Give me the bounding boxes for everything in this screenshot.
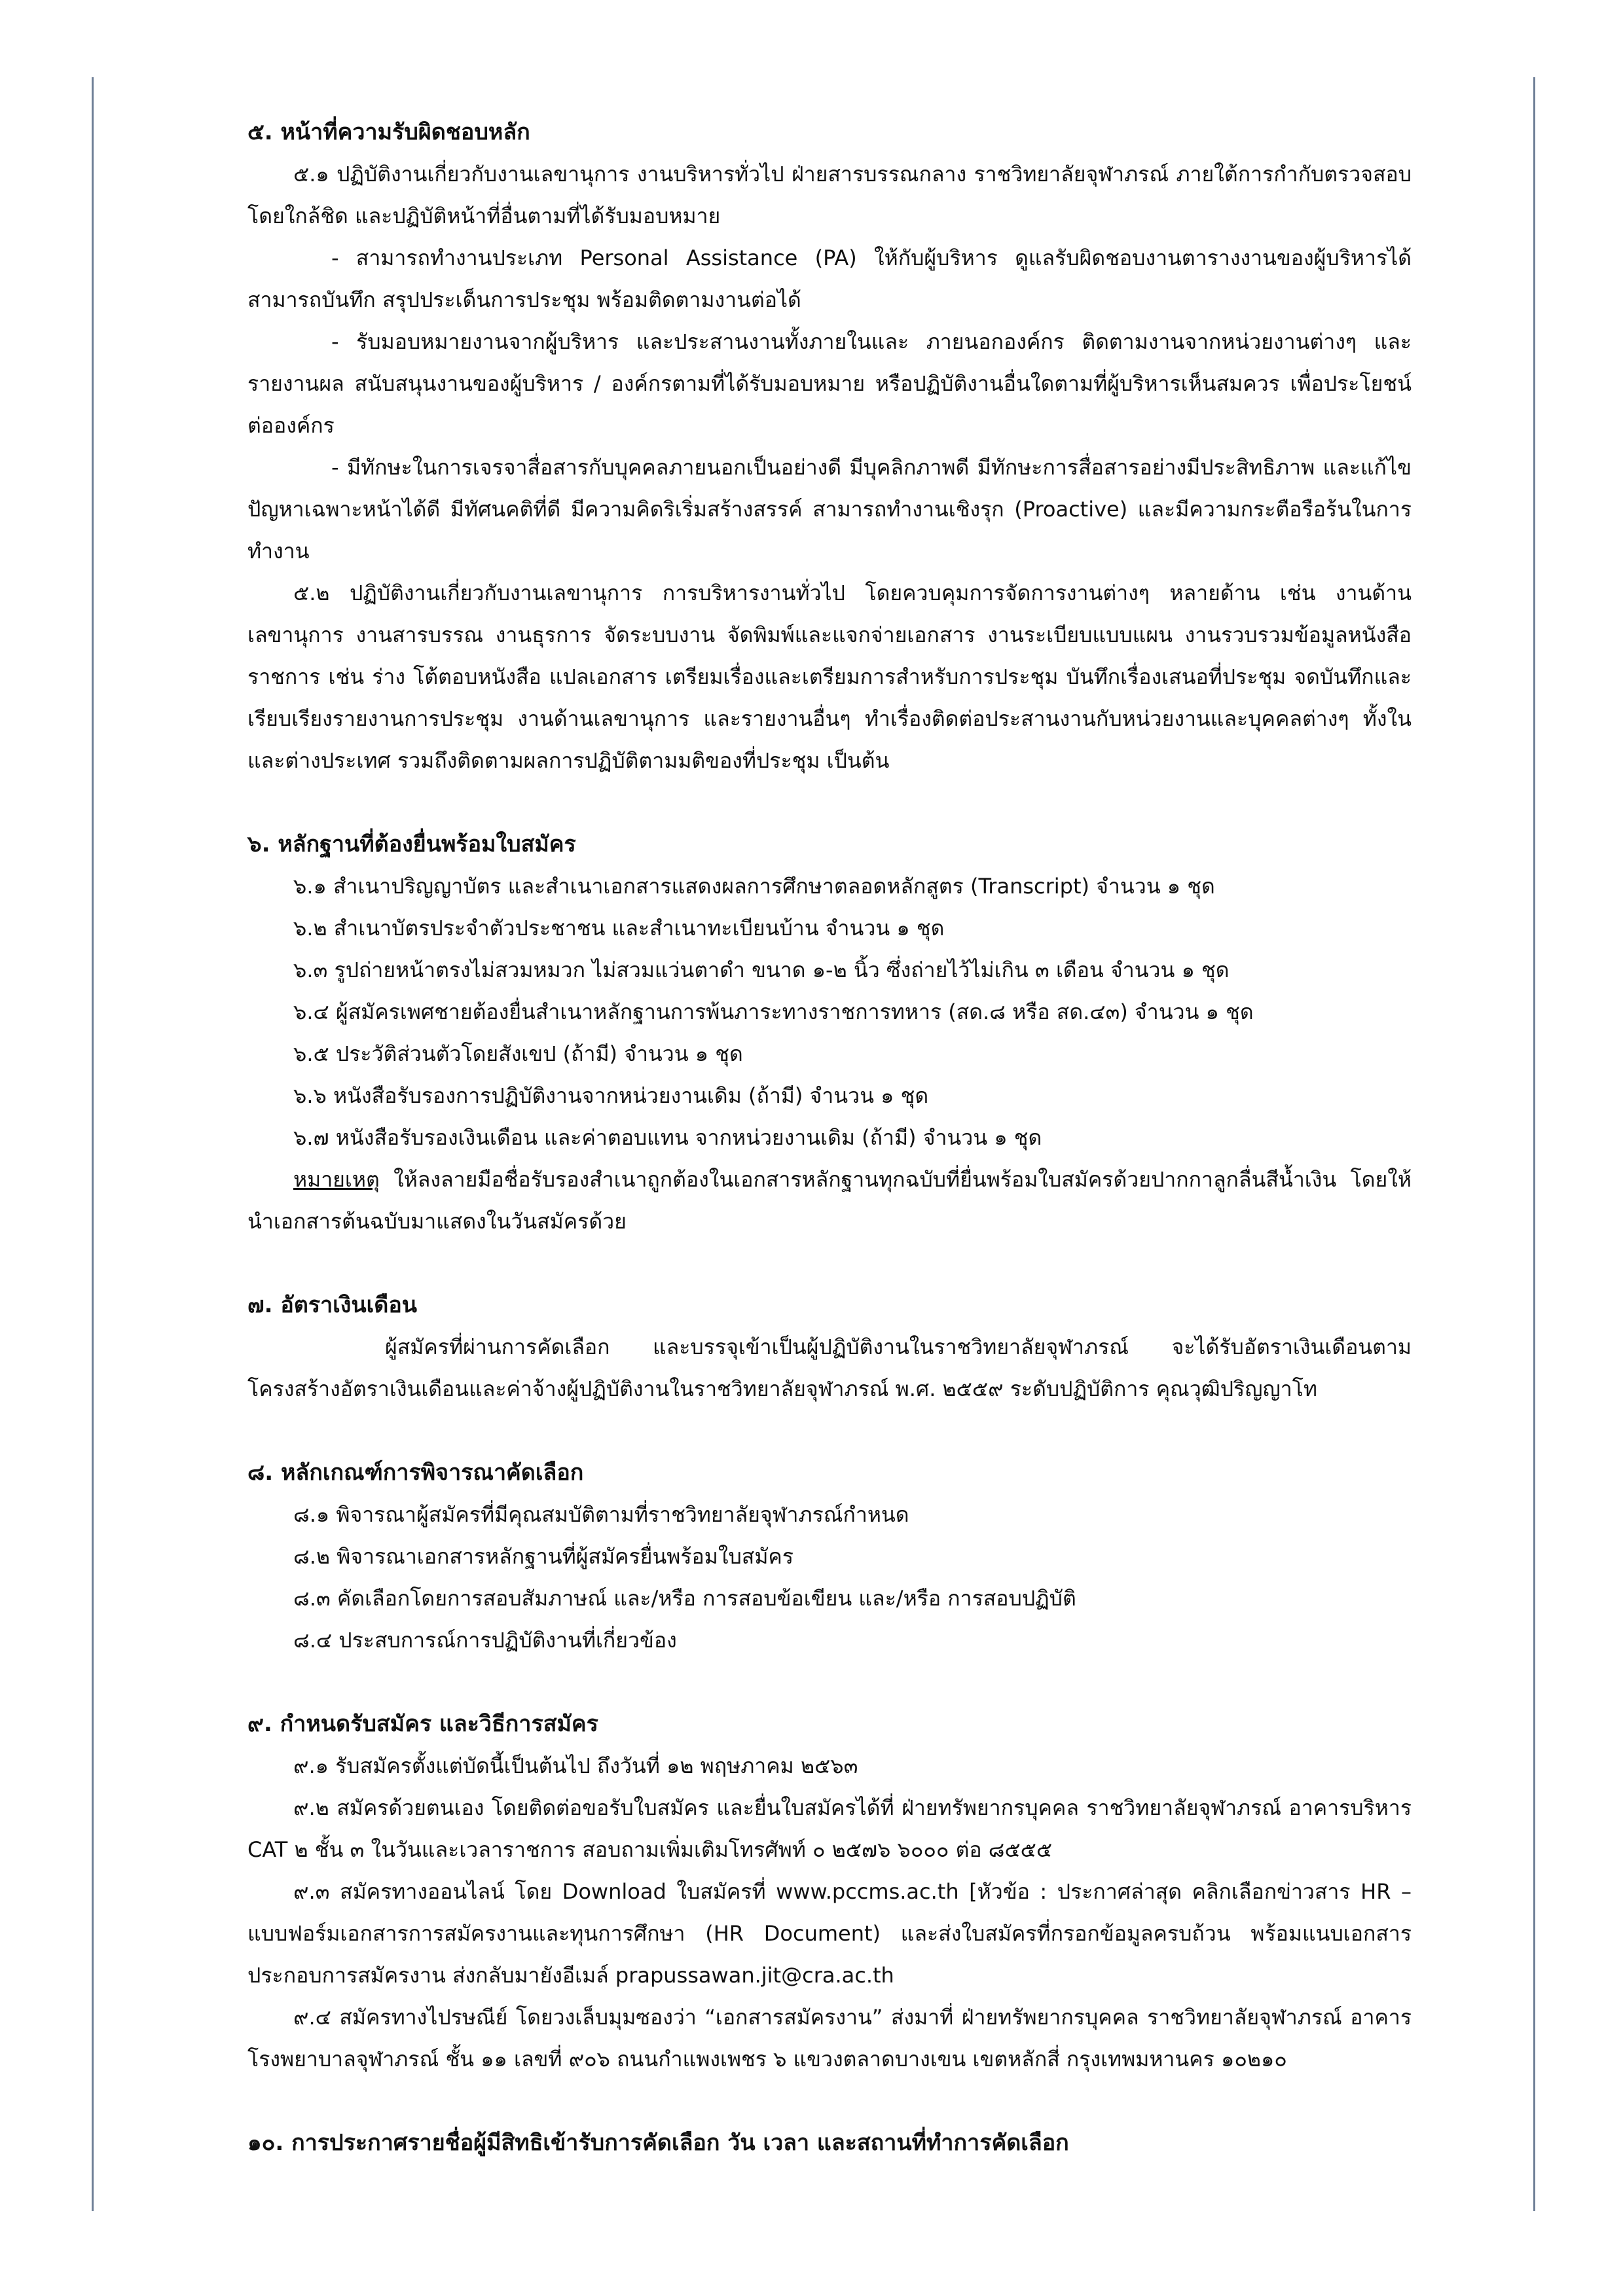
section-6-item: ๖.๒ สำเนาบัตรประจำตัวประชาชน และสำเนาทะเบียนบ้าน จำนวน ๑ ชุด [293, 916, 945, 941]
section-5-title: ๕. หน้าที่ความรับผิดชอบหลัก [247, 119, 530, 145]
section-5-1-bullet-3: - มีทักษะในการเจรจาสื่อสารกับบุคคลภายนอกเป็นอย่างดี มีบุคลิกภาพดี มีทักษะการสื่อสารอย่างมีประสิทธิภาพ และแก้ไขปัญหาเฉพาะหน้าได้ดี มีทัศนคติที่ดี มีความคิดริเริ่มสร้างสรรค์ สามารถทำงานเชิงรุก (Proactive) และมีความกระตือรือร้นในการทำงาน [247, 455, 1412, 564]
section-6-item: ๖.๖ หนังสือรับรองการปฏิบัติงานจากหน่วยงานเดิม (ถ้ามี) จำนวน ๑ ชุด [293, 1083, 929, 1108]
section-6-item: ๖.๑ สำเนาปริญญาบัตร และสำเนาเอกสารแสดงผลการศึกษาตลอดหลักสูตร (Transcript) จำนวน ๑ ชุด [293, 874, 1215, 899]
section-10-title: ๑๐. การประกาศรายชื่อผู้มีสิทธิเข้ารับการคัดเลือก วัน เวลา และสถานที่ทำการคัดเลือก [247, 2130, 1069, 2156]
section-9-4-paragraph: ๙.๔ สมัครทางไปรษณีย์ โดยวงเล็บมุมซองว่า “เอกสารสมัครงาน” ส่งมาที่ ฝ่ายทรัพยากรบุคคล ราชวิทยาลัยจุฬาภรณ์ อาคารโรงพยาบาลจุฬาภรณ์ ชั้น ๑๑ เลขที่ ๙๐๖ ถนนกำแพงเพชร ๖ แขวงตลาดบางเขน เขตหลักสี่ กรุงเทพมหานคร ๑๐๒๑๐ [247, 2005, 1412, 2072]
section-5-1-bullet-1: - สามารถทำงานประเภท Personal Assistance (PA) ให้กับผู้บริหาร ดูแลรับผิดชอบงานตารางงานของผู้บริหารได้ สามารถบันทึก สรุปประเด็นการประชุม พร้อมติดตามงานต่อได้ [247, 245, 1412, 312]
section-9 [247, 1703, 1412, 2080]
section-8-item: ๘.๓ คัดเลือกโดยการสอบสัมภาษณ์ และ/หรือ การสอบข้อเขียน และ/หรือ การสอบปฏิบัติ [293, 1586, 1076, 1611]
section-spacer [247, 781, 1412, 823]
section-spacer [247, 1410, 1412, 1452]
section-10 [247, 2122, 1412, 2164]
note-label: หมายเหตุ [293, 1167, 380, 1192]
section-6-item: ๖.๓ รูปถ่ายหน้าตรงไม่สวมหมวก ไม่สวมแว่นตาดำ ขนาด ๑-๒ นิ้ว ซึ่งถ่ายไว้ไม่เกิน ๓ เดือน จำนวน ๑ ชุด [293, 958, 1230, 982]
left-margin-line [92, 77, 94, 2211]
section-6-item: ๖.๕ ประวัติส่วนตัวโดยสังเขป (ถ้ามี) จำนวน ๑ ชุด [293, 1041, 743, 1066]
section-8 [247, 1452, 1412, 1661]
section-spacer [247, 1661, 1412, 1703]
section-6 [247, 823, 1412, 1242]
section-spacer [247, 2080, 1412, 2122]
section-9-3-paragraph: ๙.๓ สมัครทางออนไลน์ โดย Download ใบสมัครที่ www.pccms.ac.th [หัวข้อ : ประกาศล่าสุด คลิกเลือกข่าวสาร HR – แบบฟอร์มเอกสารการสมัครงานและทุนการศึกษา (HR Document) และส่งใบสมัครที่กรอกข้อมูลครบถ้วน พร้อมแนบเอกสารประกอบการสมัครงาน ส่งกลับมายังอีเมล์ prapussawan.jit@cra.ac.th [247, 1879, 1412, 1988]
section-5 [247, 111, 1412, 781]
section-8-item: ๘.๑ พิจารณาผู้สมัครที่มีคุณสมบัติตามที่ราชวิทยาลัยจุฬาภรณ์กำหนด [293, 1502, 909, 1527]
section-5-1-bullet-2: - รับมอบหมายงานจากผู้บริหาร และประสานงานทั้งภายในและ ภายนอกองค์กร ติดตามงานจากหน่วยงานต่างๆ และรายงานผล สนับสนุนงานของผู้บริหาร / องค์กรตามที่ได้รับมอบหมาย หรือปฏิบัติงานอื่นใดตามที่ผู้บริหารเห็นสมควร เพื่อประโยชน์ต่อองค์กร [247, 329, 1412, 438]
note-text: ให้ลงลายมือชื่อรับรองสำเนาถูกต้องในเอกสารหลักฐานทุกฉบับที่ยื่นพร้อมใบสมัครด้วยปากกาลูกลื่นสีน้ำเงิน โดยให้นำเอกสารต้นฉบับมาแสดงในวันสมัครด้วย [247, 1167, 1412, 1234]
section-9-title: ๙. กำหนดรับสมัคร และวิธีการสมัคร [247, 1711, 598, 1737]
section-8-item: ๘.๔ ประสบการณ์การปฏิบัติงานที่เกี่ยวข้อง [293, 1628, 677, 1653]
section-spacer [247, 1242, 1412, 1284]
right-margin-line [1533, 77, 1535, 2211]
section-7-title: ๗. อัตราเงินเดือน [247, 1292, 418, 1318]
section-9-1-paragraph: ๙.๑ รับสมัครตั้งแต่บัดนี้เป็นต้นไป ถึงวันที่ ๑๒ พฤษภาคม ๒๕๖๓ [293, 1753, 858, 1778]
section-7-paragraph: ผู้สมัครที่ผ่านการคัดเลือก และบรรจุเข้าเป็นผู้ปฏิบัติงานในราชวิทยาลัยจุฬาภรณ์ จะได้รับอัตราเงินเดือนตามโครงสร้างอัตราเงินเดือนและค่าจ้างผู้ปฏิบัติงานในราชวิทยาลัยจุฬาภรณ์ พ.ศ. ๒๕๕๙ ระดับปฏิบัติการ คุณวุฒิปริญญาโท [247, 1335, 1412, 1401]
section-7 [247, 1284, 1412, 1410]
section-8-item: ๘.๒ พิจารณาเอกสารหลักฐานที่ผู้สมัครยื่นพร้อมใบสมัคร [293, 1544, 794, 1569]
section-5-2-paragraph: ๕.๒ ปฏิบัติงานเกี่ยวกับงานเลขานุการ การบริหารงานทั่วไป โดยควบคุมการจัดการงานต่างๆ หลายด้าน เช่น งานด้านเลขานุการ งานสารบรรณ งานธุรการ จัดระบบงาน จัดพิมพ์และแจกจ่ายเอกสาร งานระเบียบแบบแผน งานรวบรวมข้อมูลหนังสือราชการ เช่น ร่าง โต้ตอบหนังสือ แปลเอกสาร เตรียมเรื่องและเตรียมการสำหรับการประชุม บันทึกเรื่องเสนอที่ประชุม จดบันทึกและเรียบเรียงรายงานการประชุม งานด้านเลขานุการ และรายงานอื่นๆ ทำเรื่องติดต่อประสานงานกับหน่วยงานและบุคคลต่างๆ ทั้งในและต่างประเทศ รวมถึงติดตามผลการปฏิบัติตามมติของที่ประชุม เป็นต้น [247, 581, 1412, 773]
section-6-item: ๖.๗ หนังสือรับรองเงินเดือน และค่าตอบแทน จากหน่วยงานเดิม (ถ้ามี) จำนวน ๑ ชุด [293, 1125, 1042, 1150]
section-6-title: ๖. หลักฐานที่ต้องยื่นพร้อมใบสมัคร [247, 831, 576, 857]
section-8-title: ๘. หลักเกณฑ์การพิจารณาคัดเลือก [247, 1460, 584, 1486]
section-9-2-paragraph: ๙.๒ สมัครด้วยตนเอง โดยติดต่อขอรับใบสมัคร และยื่นใบสมัครได้ที่ ฝ่ายทรัพยากรบุคคล ราชวิทยาลัยจุฬาภรณ์ อาคารบริหาร CAT ๒ ชั้น ๓ ในวันและเวลาราชการ สอบถามเพิ่มเติมโทรศัพท์ ๐ ๒๕๗๖ ๖๐๐๐ ต่อ ๘๕๕๕ [247, 1795, 1412, 1862]
document-body [247, 111, 1412, 2164]
section-6-item: ๖.๔ ผู้สมัครเพศชายต้องยื่นสำเนาหลักฐานการพ้นภาระทางราชการทหาร (สด.๘ หรือ สด.๔๓) จำนวน ๑ ชุด [293, 999, 1254, 1024]
section-5-1-paragraph: ๕.๑ ปฏิบัติงานเกี่ยวกับงานเลขานุการ งานบริหารทั่วไป ฝ่ายสารบรรณกลาง ราชวิทยาลัยจุฬาภรณ์ ภายใต้การกำกับตรวจสอบโดยใกล้ชิด และปฏิบัติหน้าที่อื่นตามที่ได้รับมอบหมาย [247, 162, 1412, 228]
section-6-note [247, 1158, 1412, 1242]
